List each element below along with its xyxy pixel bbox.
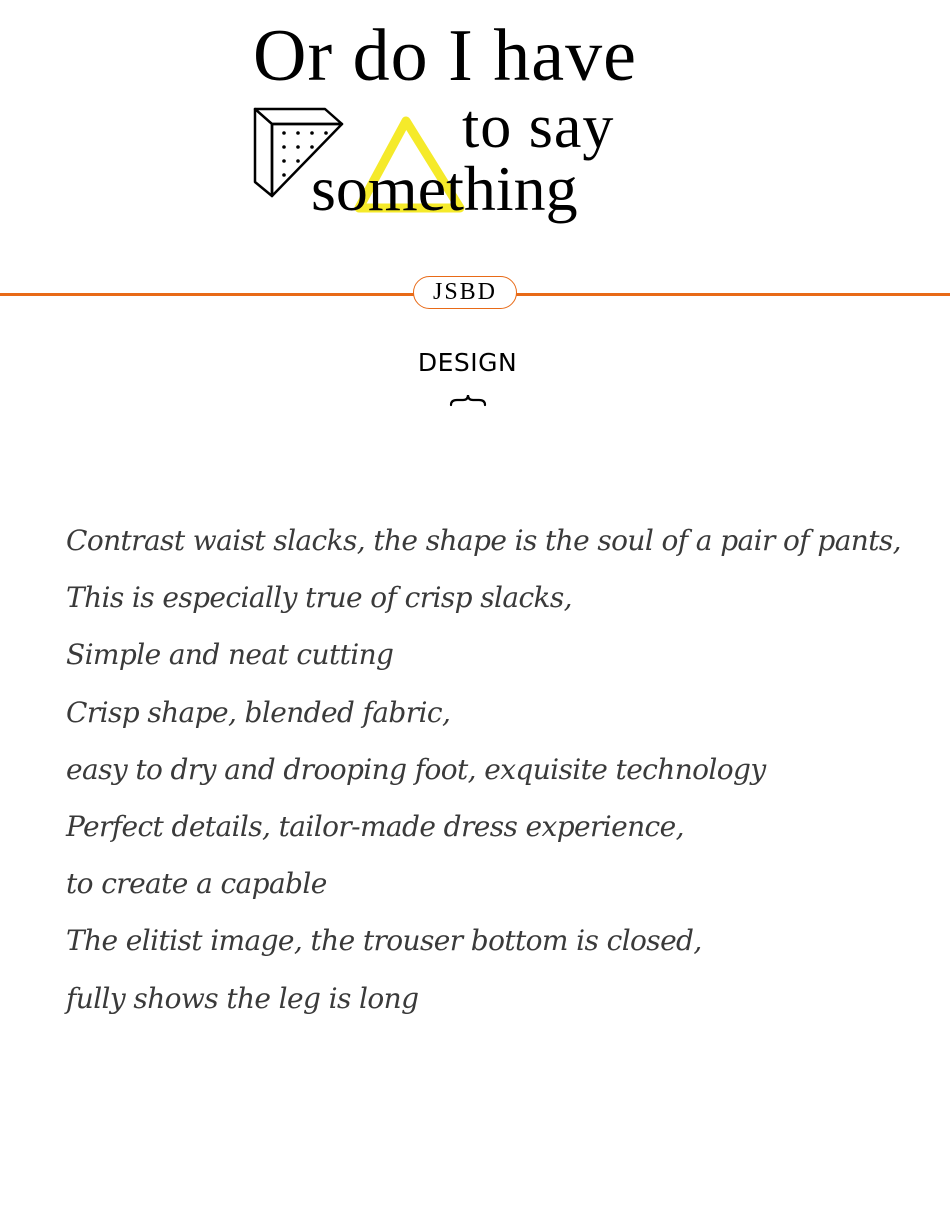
headline-line-1: Or do I have [253,15,637,97]
headline-block [0,0,950,250]
headline-line-3: something [311,153,578,224]
description-list [66,512,946,1027]
description-line: Contrast waist slacks, the shape is the soul of a pair of pants, [66,524,901,557]
brand-badge: JSBD [413,276,517,309]
curly-brace-icon [449,393,487,409]
description-line: Simple and neat cutting [66,638,394,672]
section-title: DESIGN [417,348,518,377]
description-line: Crisp shape, blended fabric, [66,695,451,729]
headline-line-2: to say [462,93,615,161]
description-line: The elitist image, the trouser bottom is closed, [66,924,702,958]
description-line: to create a capable [66,867,327,901]
description-line: This is especially true of crisp slacks, [66,581,572,615]
description-line: Perfect details, tailor-made dress experience, [66,810,684,844]
description-line: easy to dry and drooping foot, exquisite technology [66,752,766,786]
description-line: fully shows the leg is long [66,981,419,1015]
